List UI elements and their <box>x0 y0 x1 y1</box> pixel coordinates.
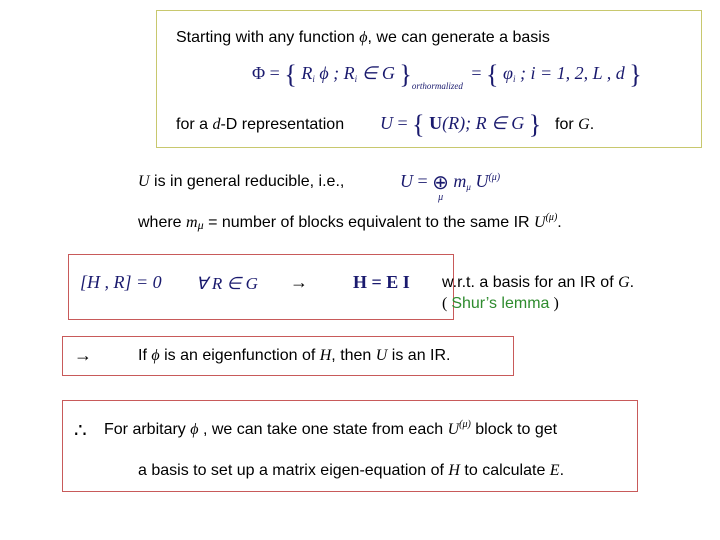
eigen-line <box>138 347 450 365</box>
where-desc: = number of blocks equivalent to the same IR <box>203 214 535 231</box>
sum-lhs: U <box>400 171 413 191</box>
phi-capital: Φ <box>252 63 266 83</box>
e-symbol: E <box>549 462 560 479</box>
forall-clause <box>196 274 258 294</box>
orthonormalized-subscript: orthormalized <box>411 81 463 91</box>
direct-sum-symbol: ⊕ <box>432 172 449 194</box>
eq-index-range: ; i = 1, 2, L , d <box>519 63 625 83</box>
schur-result <box>353 272 410 293</box>
u-bold: U <box>429 113 443 133</box>
h-symbol: H <box>319 347 332 364</box>
shur-lemma-label: Shur’s lemma <box>451 295 550 312</box>
reducible-text: is in general reducible, i.e., <box>149 173 345 190</box>
u-ir-sup: (μ) <box>545 212 558 223</box>
eq-sub2: i <box>354 74 358 84</box>
direct-sum-equation: U = ⊕ μ $m_\mu$ $U^{(\mu)}$ <box>400 171 501 203</box>
u-sup: (μ) <box>459 419 471 430</box>
conclusion-line-1 <box>104 419 557 439</box>
eq-r: R <box>301 63 313 83</box>
period: . <box>589 116 595 133</box>
conclusion-line-2 <box>138 462 564 480</box>
eigen-text: is an eigenfunction of <box>159 347 320 364</box>
implies-arrow <box>290 272 308 293</box>
mu-symbol: μ <box>197 218 204 232</box>
eq-r2: R <box>343 63 355 83</box>
where-line <box>138 212 562 233</box>
forall-text: ∀ R ∈ G <box>196 274 258 293</box>
eigen-arrow <box>74 345 92 366</box>
m-sub: μ <box>466 182 471 192</box>
u-lhs: U <box>380 113 393 133</box>
therefore-icon: ∴ <box>74 420 87 442</box>
g-symbol: G <box>578 116 590 133</box>
u-rhs: U <box>475 171 489 191</box>
eq-phi: ϕ ; <box>319 63 344 83</box>
if-text: If <box>138 347 152 364</box>
u-arg: (R) <box>442 113 466 133</box>
sum-index: μ <box>438 192 444 203</box>
u-ir-symbol: U <box>534 214 546 231</box>
wrt-period: . <box>629 274 635 291</box>
intro-line-2 <box>176 116 344 134</box>
shur-line <box>442 295 559 313</box>
eq-sub: i <box>312 74 315 84</box>
reducible-line <box>138 173 344 191</box>
for-text: for <box>555 116 579 133</box>
paren-open: ( <box>442 295 452 312</box>
for-a-text: for a <box>176 116 213 133</box>
u-symbol: U <box>138 173 150 190</box>
intro-text: Starting with any function <box>176 29 355 46</box>
u-cond: ; R ∈ G <box>465 113 525 133</box>
where-text: where <box>138 214 187 231</box>
commutator-text: [H , R] = 0 <box>80 272 162 292</box>
basis-equation: Φ = { $R_i$ ϕ ; $R_i$ ∈ G }$_{orthormalized}$ = { $\varphi_i$ ; i = 1, 2, L , d } <box>252 60 642 91</box>
commutator-equation <box>80 272 162 293</box>
calculate-text: to calculate <box>459 462 550 479</box>
then-text: , then <box>331 347 376 364</box>
therefore-symbol <box>74 418 87 443</box>
h-equals-ei: H = E I <box>353 272 410 292</box>
u-symbol: U <box>375 347 388 364</box>
eq-in-g: ∈ G <box>357 63 395 83</box>
representation-text: -D representation <box>220 116 345 133</box>
phi-symbol: ϕ <box>151 347 160 364</box>
m-coef: m <box>453 171 467 191</box>
is-ir-text: is an IR. <box>387 347 451 364</box>
state-text: , we can take one state from each <box>198 421 448 438</box>
paren-close: ) <box>549 295 559 312</box>
d-symbol: d <box>212 116 221 133</box>
final-period: . <box>559 462 565 479</box>
basis-text: a basis to set up a matrix eigen-equation of <box>138 462 449 479</box>
where-period: . <box>557 214 562 231</box>
wrt-line <box>442 274 634 292</box>
intro-line-1 <box>176 29 550 47</box>
eq-sub3: i <box>512 74 516 84</box>
wrt-g: G <box>618 274 630 291</box>
arrow-icon: → <box>290 272 308 292</box>
phi-symbol: ϕ <box>190 421 199 438</box>
u-sup: (μ) <box>488 172 501 183</box>
h-symbol: H <box>448 462 460 479</box>
m-symbol: m <box>186 214 198 231</box>
wrt-text: w.r.t. a basis for an IR of <box>442 274 619 291</box>
u-symbol: U <box>447 421 460 438</box>
for-g-text <box>555 116 594 134</box>
u-set-equation: U = { U(R); R ∈ G } <box>380 110 542 139</box>
block-text: block to get <box>470 421 558 438</box>
arrow-icon: → <box>74 345 92 365</box>
intro-text-end: , we can generate a basis <box>367 29 550 46</box>
eq-varphi: φ <box>502 63 513 83</box>
phi-symbol: ϕ <box>359 29 368 46</box>
arbitrary-text: For arbitary <box>104 421 191 438</box>
